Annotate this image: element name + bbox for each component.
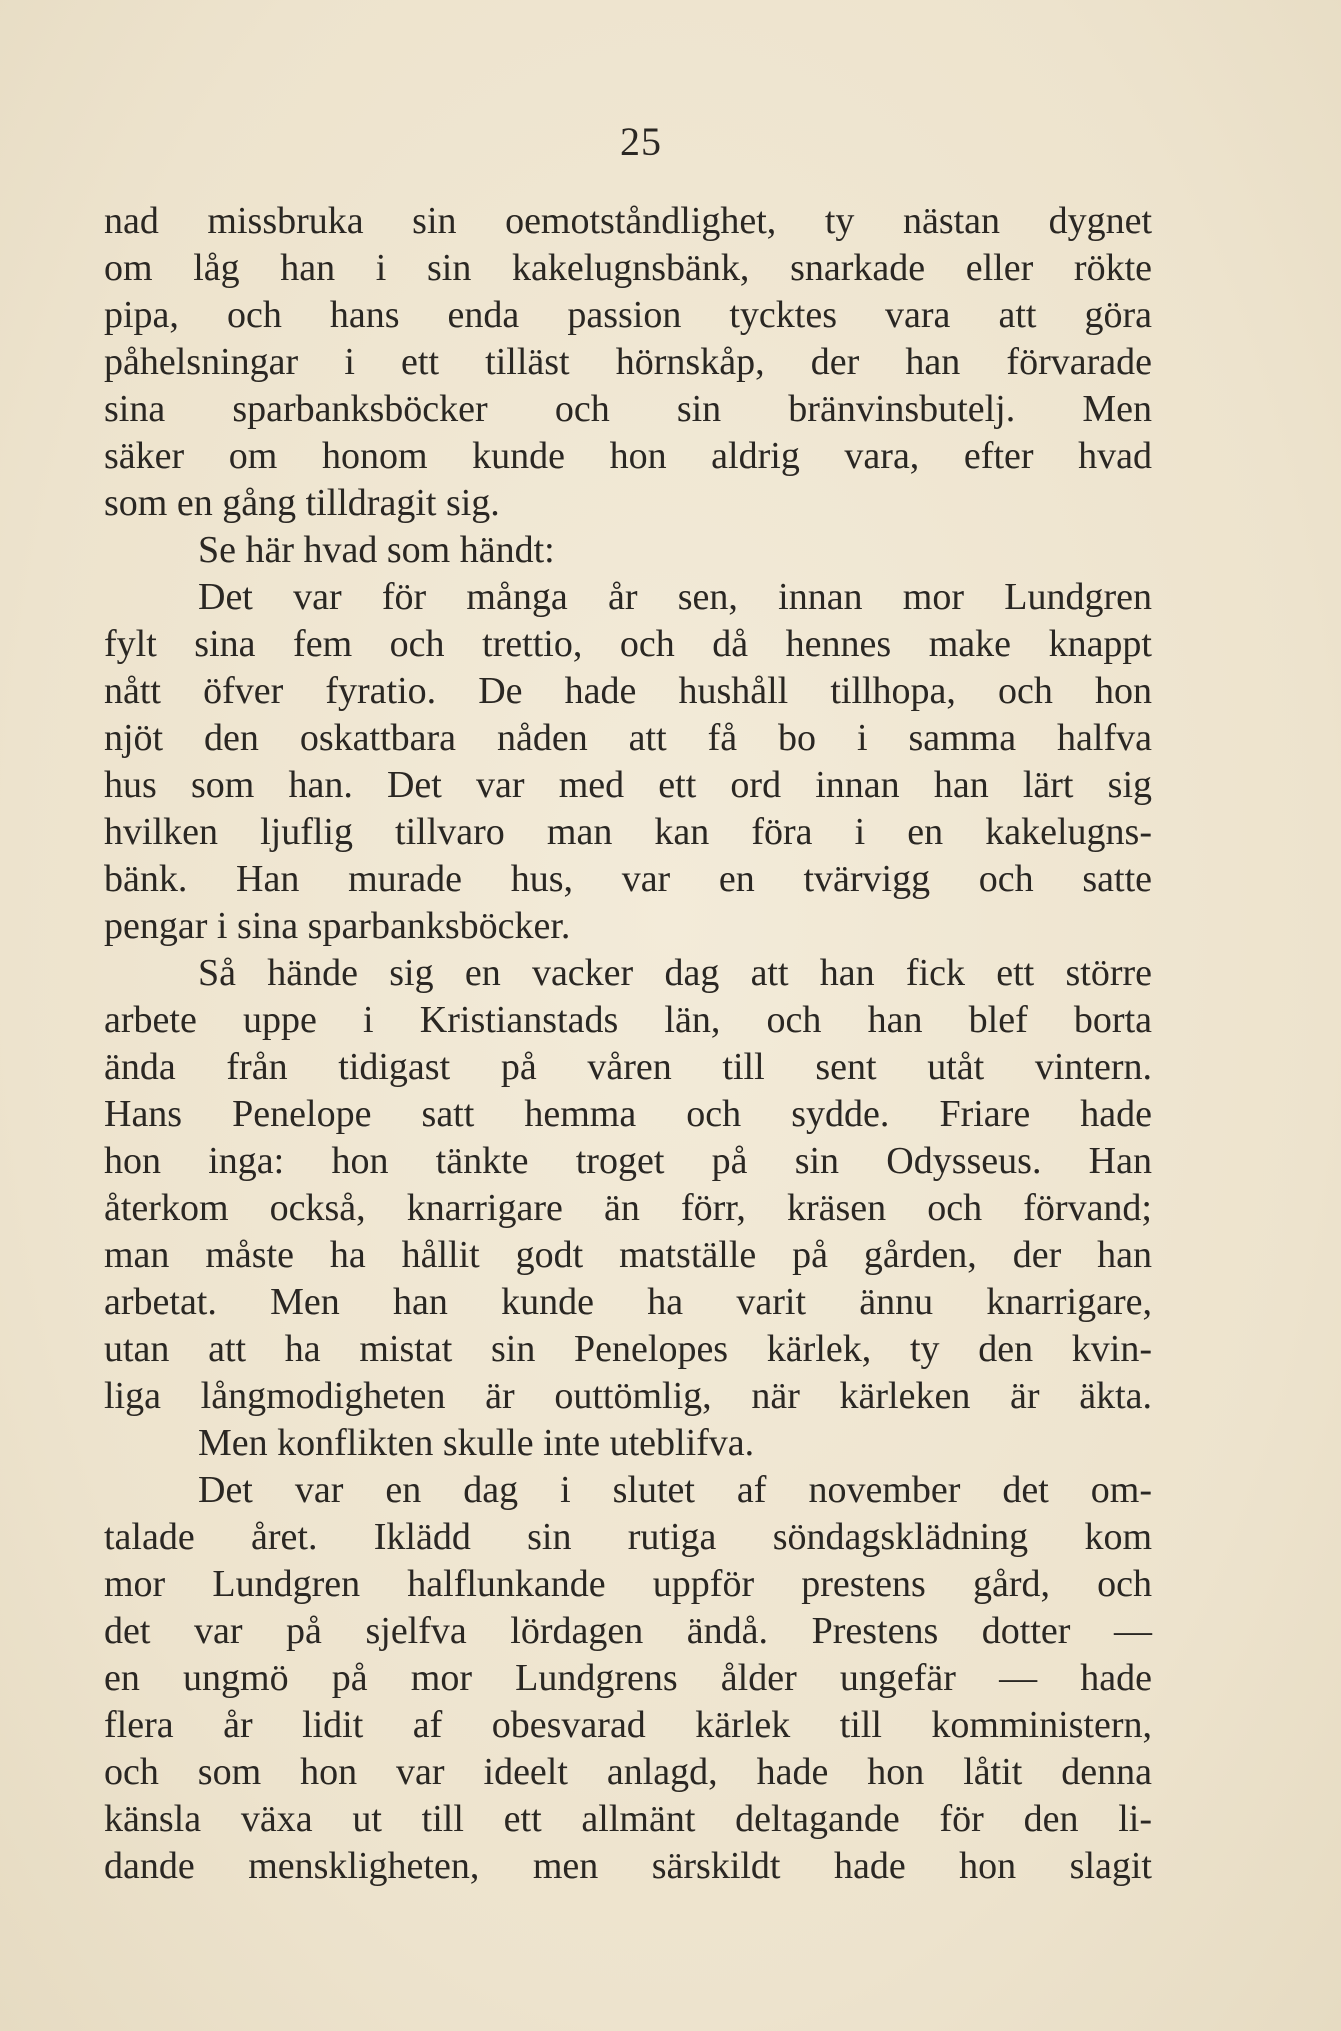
text-line: nått öfver fyratio. De hade hushåll tillhopa, och hon (104, 670, 1152, 712)
text-line: hus som han. Det var med ett ord innan han lärt sig (104, 764, 1152, 806)
text-line: återkom också, knarrigare än förr, kräsen och förvand; (104, 1187, 1152, 1229)
body-text (104, 198, 1152, 1890)
text-line: talade året. Iklädd sin rutiga söndagsklädning kom (104, 1516, 1152, 1558)
text-line: känsla växa ut till ett allmänt deltagande för den li- (104, 1798, 1152, 1840)
text-line: man måste ha hållit godt matställe på gården, der han (104, 1234, 1152, 1276)
text-line: hvilken ljuflig tillvaro man kan föra i en kakelugns- (104, 811, 1152, 853)
page-number: 25 (620, 119, 662, 164)
text-line: arbete uppe i Kristianstads län, och han blef borta (104, 999, 1152, 1041)
text-line: pipa, och hans enda passion tycktes vara att göra (104, 294, 1152, 336)
text-line: en ungmö på mor Lundgrens ålder ungefär — hade (104, 1657, 1152, 1699)
text-line: Hans Penelope satt hemma och sydde. Friare hade (104, 1093, 1152, 1135)
text-line: dande menskligheten, men särskildt hade hon slagit (104, 1845, 1152, 1887)
text-line: ända från tidigast på våren till sent utåt vintern. (104, 1046, 1152, 1088)
text-line: mor Lundgren halflunkande uppför prestens gård, och (104, 1563, 1152, 1605)
text-line: flera år lidit af obesvarad kärlek till komministern, (104, 1704, 1152, 1746)
text-line: som en gång tilldragit sig. (104, 482, 500, 524)
text-line: sina sparbanksböcker och sin bränvinsbutelj. Men (104, 388, 1152, 430)
text-line: nad missbruka sin oemotståndlighet, ty nästan dygnet (104, 200, 1152, 242)
text-line: och som hon var ideelt anlagd, hade hon låtit denna (104, 1751, 1152, 1793)
text-line: Men konflikten skulle inte uteblifva. (198, 1422, 755, 1464)
text-line: hon inga: hon tänkte troget på sin Odysseus. Han (104, 1140, 1152, 1182)
text-line: det var på sjelfva lördagen ändå. Prestens dotter — (104, 1610, 1152, 1652)
text-line: Se här hvad som händt: (198, 529, 555, 571)
text-line: Så hände sig en vacker dag att han fick ett större (198, 952, 1152, 994)
text-line: utan att ha mistat sin Penelopes kärlek, ty den kvin- (104, 1328, 1152, 1370)
text-line: liga långmodigheten är outtömlig, när kärleken är äkta. (104, 1375, 1152, 1417)
text-line: säker om honom kunde hon aldrig vara, efter hvad (104, 435, 1152, 477)
text-line: arbetat. Men han kunde ha varit ännu knarrigare, (104, 1281, 1152, 1323)
text-line: Det var en dag i slutet af november det om- (198, 1469, 1152, 1511)
text-line: påhelsningar i ett tilläst hörnskåp, der han förvarade (104, 341, 1152, 383)
text-line: bänk. Han murade hus, var en tvärvigg och satte (104, 858, 1152, 900)
text-line: pengar i sina sparbanksböcker. (104, 905, 571, 947)
text-line: fylt sina fem och trettio, och då hennes make knappt (104, 623, 1152, 665)
text-line: njöt den oskattbara nåden att få bo i samma halfva (104, 717, 1152, 759)
text-line: Det var för många år sen, innan mor Lundgren (198, 576, 1152, 618)
text-line: om låg han i sin kakelugnsbänk, snarkade eller rökte (104, 247, 1152, 289)
